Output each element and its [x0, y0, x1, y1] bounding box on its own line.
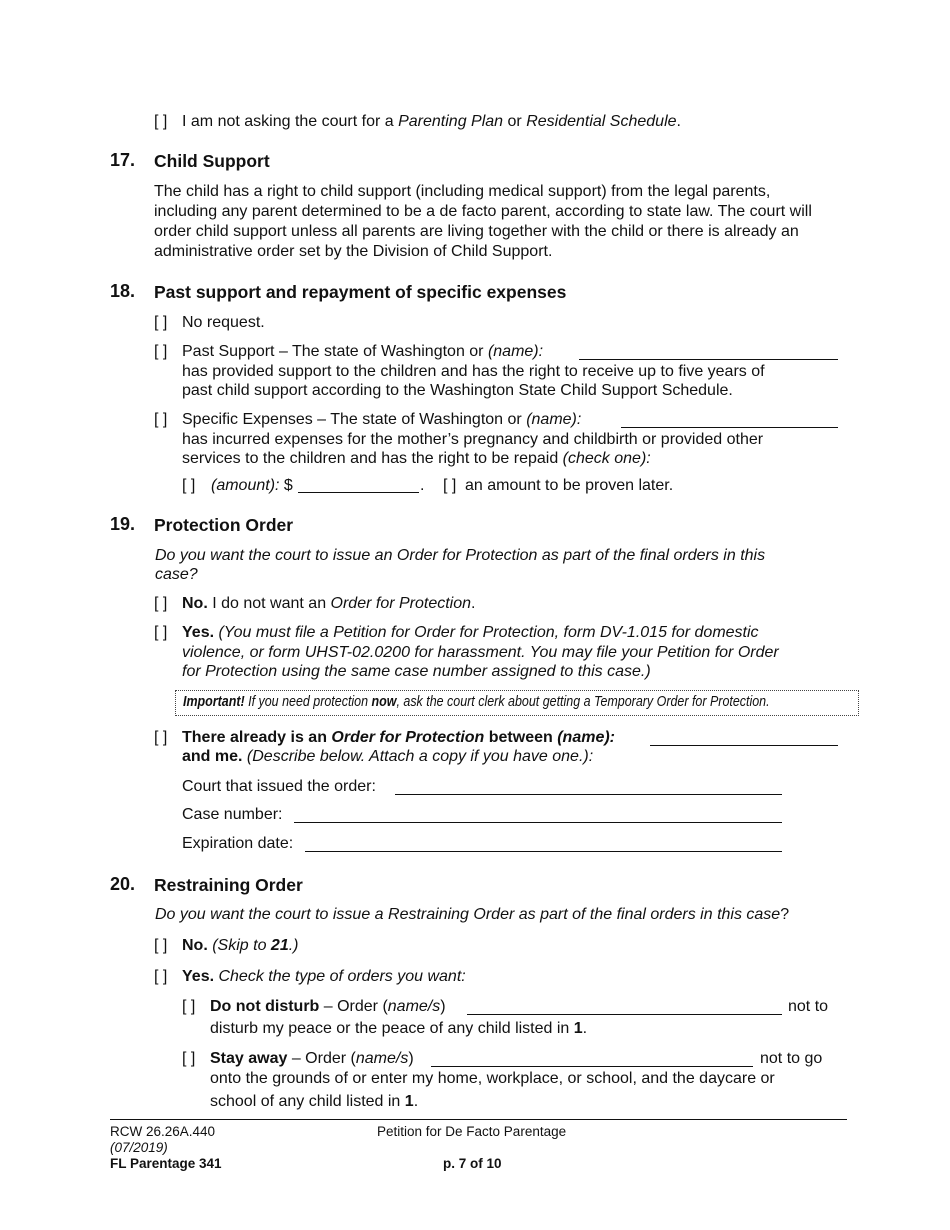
checkbox-specific-expenses[interactable]: [ ]: [154, 411, 168, 428]
stay-away-name-field[interactable]: [431, 1066, 753, 1067]
section-18-title: Past support and repayment of specific expenses: [154, 282, 567, 302]
do-not-disturb-name-field[interactable]: [467, 1014, 782, 1015]
amount-field[interactable]: [298, 492, 419, 493]
protection-yes-label: Yes. (You must file a Petition for Order for Protection, form DV-1.015 for domestic: [182, 624, 759, 641]
expiration-date-label: Expiration date:: [182, 835, 294, 852]
footer-divider: [110, 1119, 847, 1120]
amount-label: (amount): $: [211, 477, 293, 494]
footer-page-number: p. 7 of 10: [443, 1156, 502, 1171]
specific-expenses-name-field[interactable]: [621, 427, 838, 428]
restraining-question: Do you want the court to issue a Restraining Order as part of the final orders in this case?: [155, 906, 790, 923]
important-notice-box: [175, 690, 859, 716]
past-support-line-3: past child support according to the Washington State Child Support Schedule.: [182, 382, 733, 399]
checkbox-existing-order[interactable]: [ ]: [154, 729, 168, 746]
section-19-title: Protection Order: [154, 515, 294, 535]
case-number-field[interactable]: [294, 822, 782, 823]
past-support-name-field[interactable]: [579, 359, 838, 360]
footer-rcw: RCW 26.26A.440: [110, 1124, 216, 1139]
checkbox-protection-no[interactable]: [ ]: [154, 595, 168, 612]
footer-title: Petition for De Facto Parentage: [377, 1124, 567, 1139]
protection-no-label: No. I do not want an Order for Protection.: [182, 595, 476, 612]
no-request-label: No request.: [182, 314, 265, 331]
expiration-date-field[interactable]: [305, 851, 782, 852]
not-asking-text: I am not asking the court for a Parenting Plan or Residential Schedule.: [182, 113, 681, 130]
section-20-number: 20.: [110, 874, 136, 894]
amount-period: .: [420, 477, 425, 494]
protection-question-line-2: case?: [155, 566, 198, 583]
past-support-line-2: has provided support to the children and has the right to receive up to five years of: [182, 363, 765, 380]
checkbox-restraining-no[interactable]: [ ]: [154, 937, 168, 954]
section-17-title: Child Support: [154, 151, 270, 171]
checkbox-stay-away[interactable]: [ ]: [182, 1050, 196, 1067]
specific-expenses-label: Specific Expenses – The state of Washington or (name):: [182, 411, 582, 428]
stay-away-label: Stay away – Order (name/s): [210, 1050, 414, 1067]
restraining-yes-label: Yes. Check the type of orders you want:: [182, 968, 466, 985]
s17-line: order child support unless all parents are living together with the child or there is already an: [154, 223, 799, 240]
existing-order-name-field[interactable]: [650, 745, 838, 746]
s17-line: including any parent determined to be a de facto parent, according to state law. The court will: [154, 203, 812, 220]
protection-yes-line-2: violence, or form UHST-02.0200 for harassment. You may file your Petition for Order: [182, 644, 779, 661]
checkbox-do-not-disturb[interactable]: [ ]: [182, 998, 196, 1015]
section-18-number: 18.: [110, 281, 136, 301]
do-not-disturb-line-2: disturb my peace or the peace of any child listed in 1.: [210, 1020, 588, 1037]
amount-later-label: an amount to be proven later.: [465, 477, 674, 494]
checkbox-not-asking[interactable]: [ ]: [154, 113, 168, 130]
checkbox-restraining-yes[interactable]: [ ]: [154, 968, 168, 985]
s17-line: The child has a right to child support (including medical support) from the legal parents,: [154, 183, 771, 200]
stay-away-line-3: school of any child listed in 1.: [210, 1093, 419, 1110]
important-notice-text: Important! If you need protection now, ask the court clerk about getting a Temporary Order for Protection.: [183, 694, 770, 710]
section-19-number: 19.: [110, 514, 136, 534]
checkbox-past-support[interactable]: [ ]: [154, 343, 168, 360]
existing-order-line-2: and me. (Describe below. Attach a copy if you have one.):: [182, 748, 594, 765]
checkbox-no-request[interactable]: [ ]: [154, 314, 168, 331]
section-17-number: 17.: [110, 150, 136, 170]
checkbox-amount[interactable]: [ ]: [182, 477, 196, 494]
case-number-label: Case number:: [182, 806, 283, 823]
protection-yes-line-3: for Protection using the same case number assigned to this case.): [182, 663, 651, 680]
checkbox-amount-later[interactable]: [ ]: [443, 477, 457, 494]
section-20-title: Restraining Order: [154, 875, 303, 895]
past-support-label: Past Support – The state of Washington or (name):: [182, 343, 544, 360]
court-label: Court that issued the order:: [182, 778, 376, 795]
do-not-disturb-end: not to: [788, 998, 829, 1015]
existing-order-label: There already is an Order for Protection between (name):: [182, 729, 615, 746]
checkbox-protection-yes[interactable]: [ ]: [154, 624, 168, 641]
restraining-no-label: No. (Skip to 21.): [182, 937, 299, 954]
specific-expenses-line-2: has incurred expenses for the mother’s pregnancy and childbirth or provided other: [182, 431, 764, 448]
s17-line: administrative order set by the Division of Child Support.: [154, 243, 553, 260]
stay-away-end: not to go: [760, 1050, 823, 1067]
court-field[interactable]: [395, 794, 782, 795]
footer-form-id: FL Parentage 341: [110, 1156, 222, 1171]
do-not-disturb-label: Do not disturb – Order (name/s): [210, 998, 446, 1015]
protection-question-line-1: Do you want the court to issue an Order for Protection as part of the final orders in this: [155, 547, 766, 564]
stay-away-line-2: onto the grounds of or enter my home, workplace, or school, and the daycare or: [210, 1070, 775, 1087]
specific-expenses-line-3: services to the children and has the right to be repaid (check one):: [182, 450, 651, 467]
footer-date: (07/2019): [110, 1140, 168, 1155]
